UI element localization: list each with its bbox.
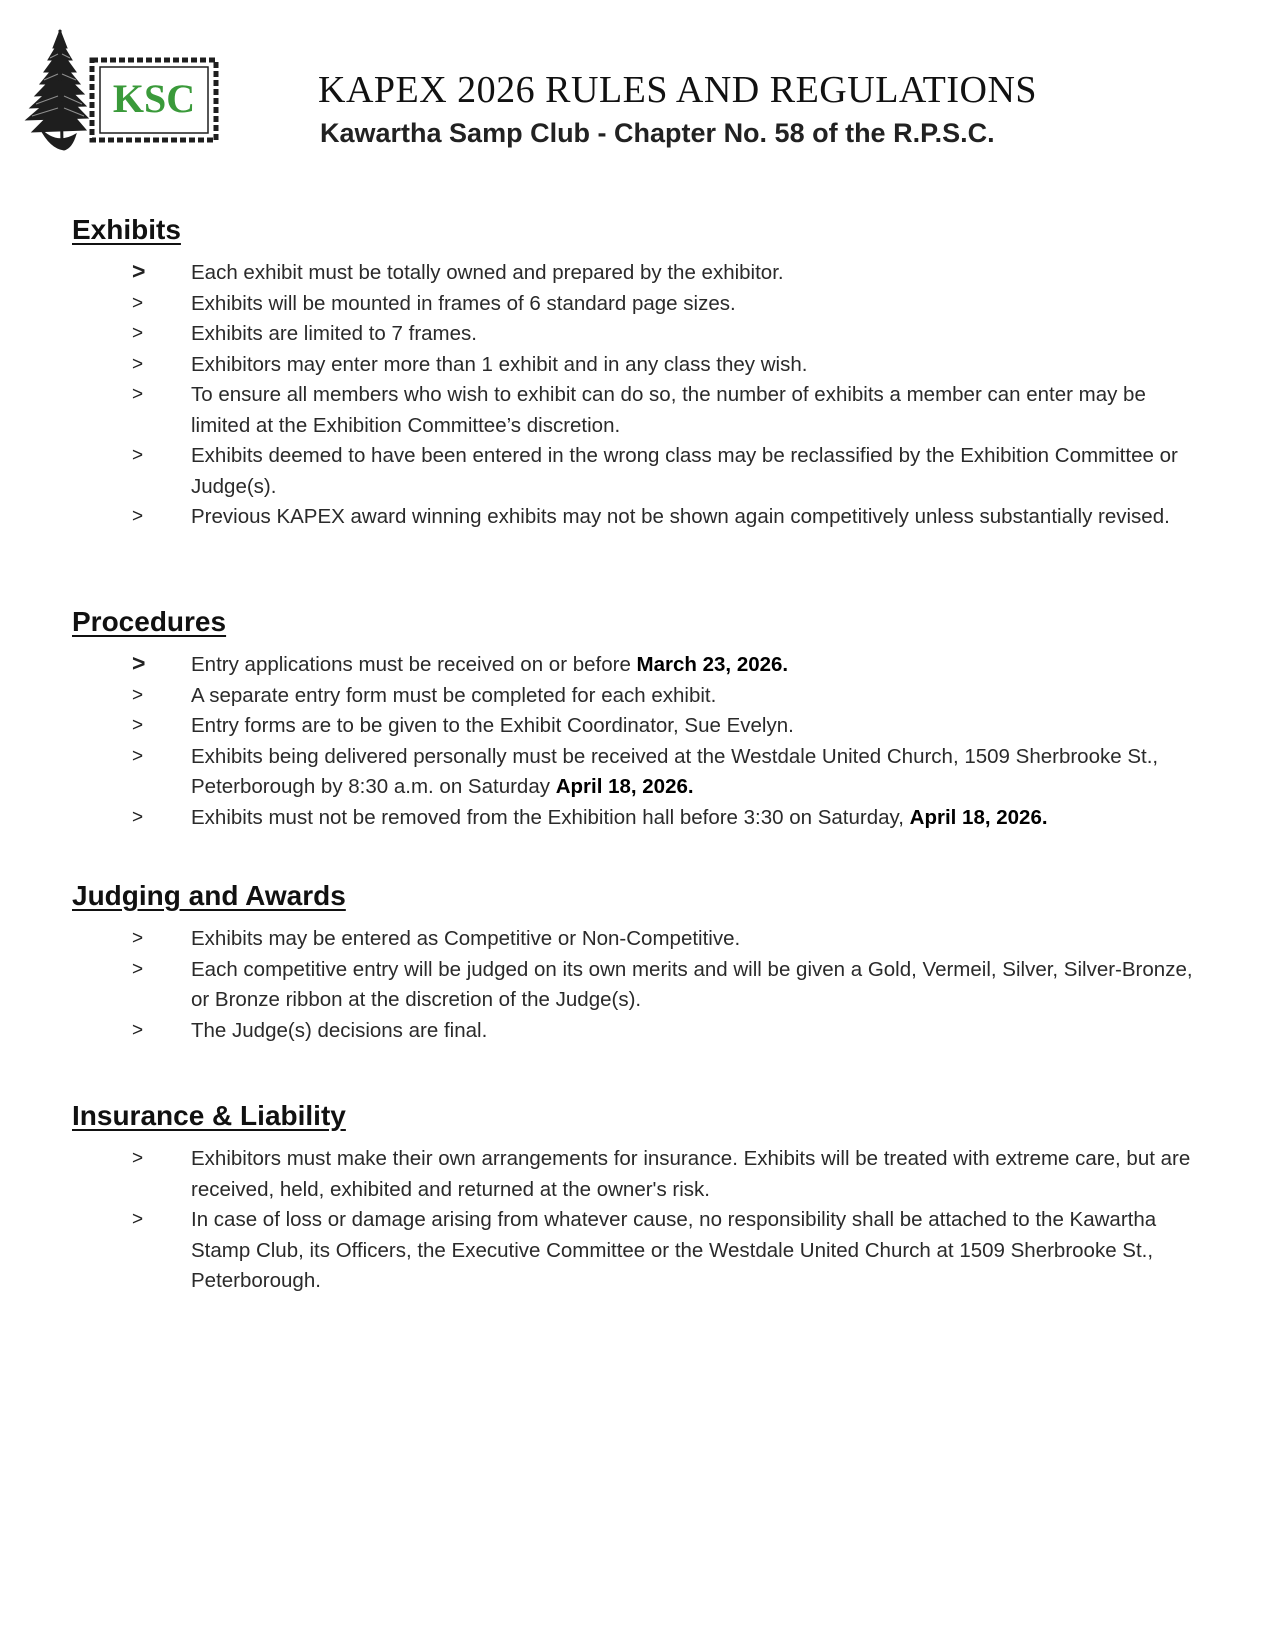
list-item: > Exhibitors must make their own arrangements for insurance. Exhibits will be treated with extreme care, but are received, held, exhibited and returned at the owner's risk. (72, 1144, 1202, 1205)
bullet-icon: > (132, 323, 144, 344)
bullet-icon: > (132, 806, 144, 828)
bullet-icon: > (132, 715, 144, 736)
insurance-list (72, 1144, 1202, 1297)
bullet-icon: > (132, 1148, 144, 1169)
list-item: > Previous KAPEX award winning exhibits may not be shown again competitively unless substantially revised. (72, 502, 1202, 533)
bullet-icon: > (132, 506, 144, 527)
exhibits-list (72, 258, 1202, 533)
page-title: KAPEX 2026 RULES AND REGULATIONS (318, 69, 1038, 111)
bullet-icon: > (132, 1019, 144, 1041)
page-subtitle: Kawartha Samp Club - Chapter No. 58 of the R.P.S.C. (320, 118, 995, 148)
list-item: > Exhibits may be entered as Competitive or Non-Competitive. (72, 924, 1202, 955)
bullet-icon: > (132, 1209, 144, 1230)
bullet-icon: > (132, 445, 144, 466)
judging-heading: Judging and Awards (72, 880, 346, 911)
list-item: > Exhibits being delivered personally must be received at the Westdale United Church, 1509 Sherbrooke St., Peterborough by 8:30 a.m. on Saturday April 18, 2026. (72, 742, 1202, 803)
list-item: > Exhibits deemed to have been entered in the wrong class may be reclassified by the Exhibition Committee or Judge(s). (72, 441, 1202, 502)
list-item: > Exhibits are limited to 7 frames. (72, 319, 1202, 350)
list-item: > To ensure all members who wish to exhibit can do so, the number of exhibits a member can enter may be limited at the Exhibition Committee’s discretion. (72, 380, 1202, 441)
insurance-section (72, 1100, 1202, 1297)
bullet-icon: > (132, 745, 144, 767)
bullet-icon: > (132, 353, 144, 375)
pine-tree-stamp-icon (20, 28, 240, 158)
bullet-icon: > (132, 384, 144, 405)
bullet-icon: > (132, 650, 146, 676)
exhibits-section (72, 214, 1202, 533)
ksc-logo (20, 28, 240, 158)
list-item: > Exhibitors may enter more than 1 exhibit and in any class they wish. (72, 350, 1202, 381)
deadline-date: March 23, 2026. (636, 653, 789, 676)
bullet-icon: > (132, 258, 146, 284)
list-item: > Exhibits must not be removed from the Exhibition hall before 3:30 on Saturday, April 18, 2026. (72, 803, 1202, 834)
list-item: > Entry applications must be received on or before March 23, 2026. (72, 650, 1202, 681)
exhibits-heading: Exhibits (72, 214, 181, 245)
list-item: > Exhibits will be mounted in frames of 6 standard page sizes. (72, 289, 1202, 320)
bullet-icon: > (132, 292, 144, 314)
list-item: > Each competitive entry will be judged on its own merits and will be given a Gold, Vermeil, Silver, Silver-Bronze, or Bronze ribbon at the discretion of the Judge(s). (72, 955, 1202, 1016)
list-item: > Each exhibit must be totally owned and prepared by the exhibitor. (72, 258, 1202, 289)
removal-date: April 18, 2026. (909, 805, 1048, 829)
judging-list (72, 924, 1202, 1046)
list-item: > In case of loss or damage arising from whatever cause, no responsibility shall be attached to the Kawartha Stamp Club, its Officers, the Executive Committee or the Westdale United Church at 1509 Sherbrooke St., Peterborough. (72, 1205, 1202, 1297)
procedures-heading: Procedures (72, 606, 227, 637)
procedures-section (72, 606, 1202, 833)
bullet-icon: > (132, 684, 144, 706)
procedures-list (72, 650, 1202, 833)
list-item: > The Judge(s) decisions are final. (72, 1016, 1202, 1047)
bullet-icon: > (132, 928, 144, 949)
logo-text: KSC (112, 76, 196, 121)
bullet-icon: > (132, 958, 144, 980)
delivery-date: April 18, 2026. (555, 775, 694, 798)
judging-section (72, 880, 1202, 1046)
insurance-heading: Insurance & Liability (72, 1100, 346, 1131)
list-item: > A separate entry form must be completed for each exhibit. (72, 681, 1202, 712)
list-item: > Entry forms are to be given to the Exhibit Coordinator, Sue Evelyn. (72, 711, 1202, 742)
